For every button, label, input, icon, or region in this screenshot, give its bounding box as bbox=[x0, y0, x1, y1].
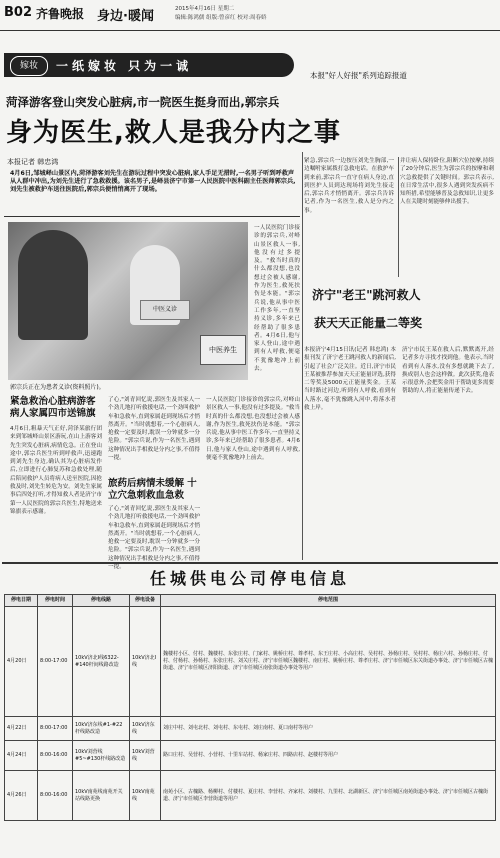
story-headline: 身为医生,救人是我分内之事 bbox=[6, 118, 341, 148]
right-article-column-2: 济宁市民王某在救人后,默默离开,经记者多方寻找才找到他。他表示,当时看到有人落水,没有多想就跳下去了,换成别人也会这样做。此次获奖,他表示很意外,会把奖金用于帮助更多需要帮助的人,将正能量传递下去。 bbox=[402, 347, 494, 395]
row-scope: 南苑小区、古槐路、杨柳村、付楼村、夏庄村、李营村、齐家村、刘楼村、九里村、北湖新区、济宁市任城区南苑街道办事处、济宁市任城区古槐街道、济宁市任城区李营街道等用户 bbox=[161, 771, 496, 821]
row-time: 8:00-17:00 bbox=[38, 717, 73, 741]
issue-date: 2015年4月16日 星期二 bbox=[175, 6, 235, 12]
photo-patient-figure bbox=[18, 230, 88, 340]
photo-banner: 中医义诊 bbox=[140, 300, 190, 320]
row-line: 10kV刘营线#5~#130杆线路改造 bbox=[73, 741, 130, 771]
series-caption: 本报"好人好报"系列追踪报道 bbox=[310, 71, 407, 80]
col-header-equipment: 停电设备 bbox=[130, 595, 161, 607]
col-header-date: 停电日期 bbox=[5, 595, 38, 607]
row-time: 8:00-16:00 bbox=[38, 741, 73, 771]
row-line: 10kV济东线#1-#22杆线路改造 bbox=[73, 717, 130, 741]
editor-credits: 编辑:陈鸿儒 组版:曾彦红 校对:周春娇 bbox=[175, 15, 267, 21]
outage-notice-title: 任城供电公司停电信息 bbox=[149, 569, 350, 588]
photo-sign: 中医养生 bbox=[200, 335, 246, 365]
row-scope: 路口庄村、吴营村、小营村、十里车站村、杨家庄村、四路店村、赵楼村等用户 bbox=[161, 741, 496, 771]
column-divider bbox=[302, 152, 303, 560]
outage-table bbox=[4, 594, 496, 821]
story-subtitle: 菏泽游客登山突发心脏病,市一院医生挺身而出,郭宗兵 bbox=[6, 95, 280, 109]
row-time: 8:00-17:00 bbox=[38, 607, 73, 717]
divider bbox=[4, 216, 300, 217]
row-time: 8:00-16:00 bbox=[38, 771, 73, 821]
article-column-3: 一人民医院门诊接诊的郭宗兵,对峄山景区救人一事,他没有过多提及。"救当时真的什么都没想,也没想过会被人感谢,作为医生,救死扶伤是本能。"郭宗兵说,他从事中医工作多年,一直坚持义诊,多年来已经帮助了很多患者。4月6日,他与家人登山,途中遇到有人呼救,便毫不犹豫地冲上前去。 bbox=[206, 397, 300, 462]
right-story-title-2: 获天天正能量二等奖 bbox=[314, 316, 423, 330]
column-2-heading: 旅药后病情未缓解 十立穴急刺救血急救 bbox=[108, 478, 197, 501]
article-column-2b: 了心,"刘青回忆说,郭医生及其家人一个劲儿地打听救援电话,一个劲叫救护车和急救车,直到家属赶到现场后才悄然离开。"当时就想着,一个心脏病人,抢救一定要及时,耽误一分钟就多一分危险。"郭宗兵说,作为一名医生,遇到这种情况出手相救是分内之事,不值得一提。 bbox=[108, 506, 200, 571]
col-header-scope: 停电范围 bbox=[161, 595, 496, 607]
table-row bbox=[5, 607, 496, 717]
row-equipment: 10kV南苑线 bbox=[130, 771, 161, 821]
story-byline: 本报记者 韩忠鸿 bbox=[7, 158, 59, 166]
article-column-3a: 一人民医院门诊接诊的郭宗兵,对峄山景区救人一事,他没有过多提及。"救当时真的什么都没想,也没想过会被人感谢,作为医生,救死扶伤是本能。"郭宗兵说,他从事中医工作多年,一直坚持义诊,多年来已经帮助了很多患者。4月6日,他与家人登山,途中遇到有人呼救,便毫不犹豫地冲上前去。 bbox=[254, 225, 300, 373]
row-scope: 魏楼村小区、付村、魏楼村、东张庄村、门家村、姚桥庄村、尊孝村、东王庄村、小高庄村、吴村村、孙杨庄村、吴村村、杨庄六村、孙杨庄村、付村、付杨村、孙杨村、东张庄村、刘关庄村、济宁市任城区魏楼村、南庄村、姚桥庄村、尊孝庄村、济宁市任城区东关街道办事处、济宁市任城区古槐街道、济宁市任城区济阳街道、济宁市任城区南张街道办事处等用户 bbox=[161, 607, 496, 717]
row-equipment: 10kV济东线 bbox=[130, 717, 161, 741]
row-scope: 刘庄中村、刘屯北村、刘屯村、东屯村、刘庄南村、夏口南村等用户 bbox=[161, 717, 496, 741]
article-column-2: 了心,"刘青回忆说,郭医生及其家人一个劲儿地打听救援电话,一个劲叫救护车和急救车,直到家属赶到现场后才悄然离开。"当时就想着,一个心脏病人,抢救一定要及时,耽误一分钟就多一分危险。"郭宗兵说,作为一名医生,遇到这种情况出手相救是分内之事,不值得一提。 bbox=[108, 397, 200, 462]
column-divider bbox=[398, 157, 399, 277]
photo-caption: 郭宗兵正在为患者义诊(资料照片)。 bbox=[10, 384, 105, 391]
col-header-time: 停电时间 bbox=[38, 595, 73, 607]
table-row bbox=[5, 717, 496, 741]
row-line: 10kV济北I线6322-#140杆间线路改造 bbox=[73, 607, 130, 717]
article-column-4: 紧急,郭宗兵一边按压刘先生胸部,一边嘱咐家属拨打急救电话。在救护车到来前,郭宗兵一直守在病人身边,直到医护人员到达现场将刘先生接走后,郭宗兵才悄悄离开。郭宗兵告诉记者,作为一名医生,救人是分内之事。 bbox=[304, 158, 394, 214]
section-title: 身边·暖闻 bbox=[97, 9, 154, 24]
banner-slogan: 一纸嫁妆 只为一诚 bbox=[56, 59, 193, 73]
column-1-heading: 紧急救治心脏病游客 病人家属四市送锦旗 bbox=[10, 396, 96, 419]
row-line: 10kV南苑线南苑开关站线路更换 bbox=[73, 771, 130, 821]
row-equipment: 10kV刘营线 bbox=[130, 741, 161, 771]
right-article-column-1: 本报济宁4月15日讯(记者 韩忠鸿) 本报刊发了济宁老王跳河救人的新闻后,引起了社会广泛关注。近日,济宁市民王某被推荐参加天天正能量评选,获得二等奖及5000元正能量奖金。王某当时路过河边,听到有人呼救,看到有人落水,毫不犹豫跳入河中,将落水者救上岸。 bbox=[304, 347, 396, 412]
row-date: 4月20日 bbox=[5, 607, 38, 717]
row-date: 4月24日 bbox=[5, 741, 38, 771]
right-story-title-1: 济宁"老王"跳河救人 bbox=[312, 288, 421, 302]
section-divider bbox=[2, 562, 498, 564]
newspaper-name: 齐鲁晚报 bbox=[36, 7, 85, 21]
row-date: 4月22日 bbox=[5, 717, 38, 741]
article-column-5: 并让病人保持卧位,阻断穴位按摩,持续了20分钟后,医生为郭宗兵的按摩和刺穴急救提供了关键时间。郭宗兵表示,在日常生活中,很多人遇到突发疾病不知所措,希望能够普及急救知识,让更多人在关键时刻能够伸出援手。 bbox=[400, 158, 494, 206]
col-header-line: 停电线路 bbox=[73, 595, 130, 607]
table-row bbox=[5, 771, 496, 821]
article-column-1: 4月6日,粗暴天气正好,菏泽某旅行团来到邹城峄山景区游玩,在山上游客刘先生突发心脏病,病情危急。正在登山途中,郭宗兵医生听到呼救声,迅速跑到刘先生身边,确认其为心脏病发作后,立即进行心肺复苏和急救处理,随后陪同救护人员将病人送至医院,因抢救及时,刘先生转危为安。刘先生家属事后四处打听,才得知救人者是济宁市第一人民医院的郭宗兵医生,特地送来锦旗表示感谢。 bbox=[10, 426, 102, 515]
row-date: 4月26日 bbox=[5, 771, 38, 821]
row-equipment: 10kV济北I线 bbox=[130, 607, 161, 717]
banner-badge-icon: 嫁妆 bbox=[10, 56, 48, 76]
table-row bbox=[5, 741, 496, 771]
page-number: B02 bbox=[4, 5, 32, 20]
story-lead: 4月6日,邹城峄山景区内,菏泽游客刘先生在游玩过程中突发心脏病,家人手足无措时,一名男子听到呼救声从人群中冲出,为刘先生进行了急救救援。该名男子,是峄县济宁市第一人民医院中医科副主任医师郭宗兵,刘先生被救护车送往医院后,郭宗兵便悄悄离开了现场。 bbox=[10, 170, 296, 194]
